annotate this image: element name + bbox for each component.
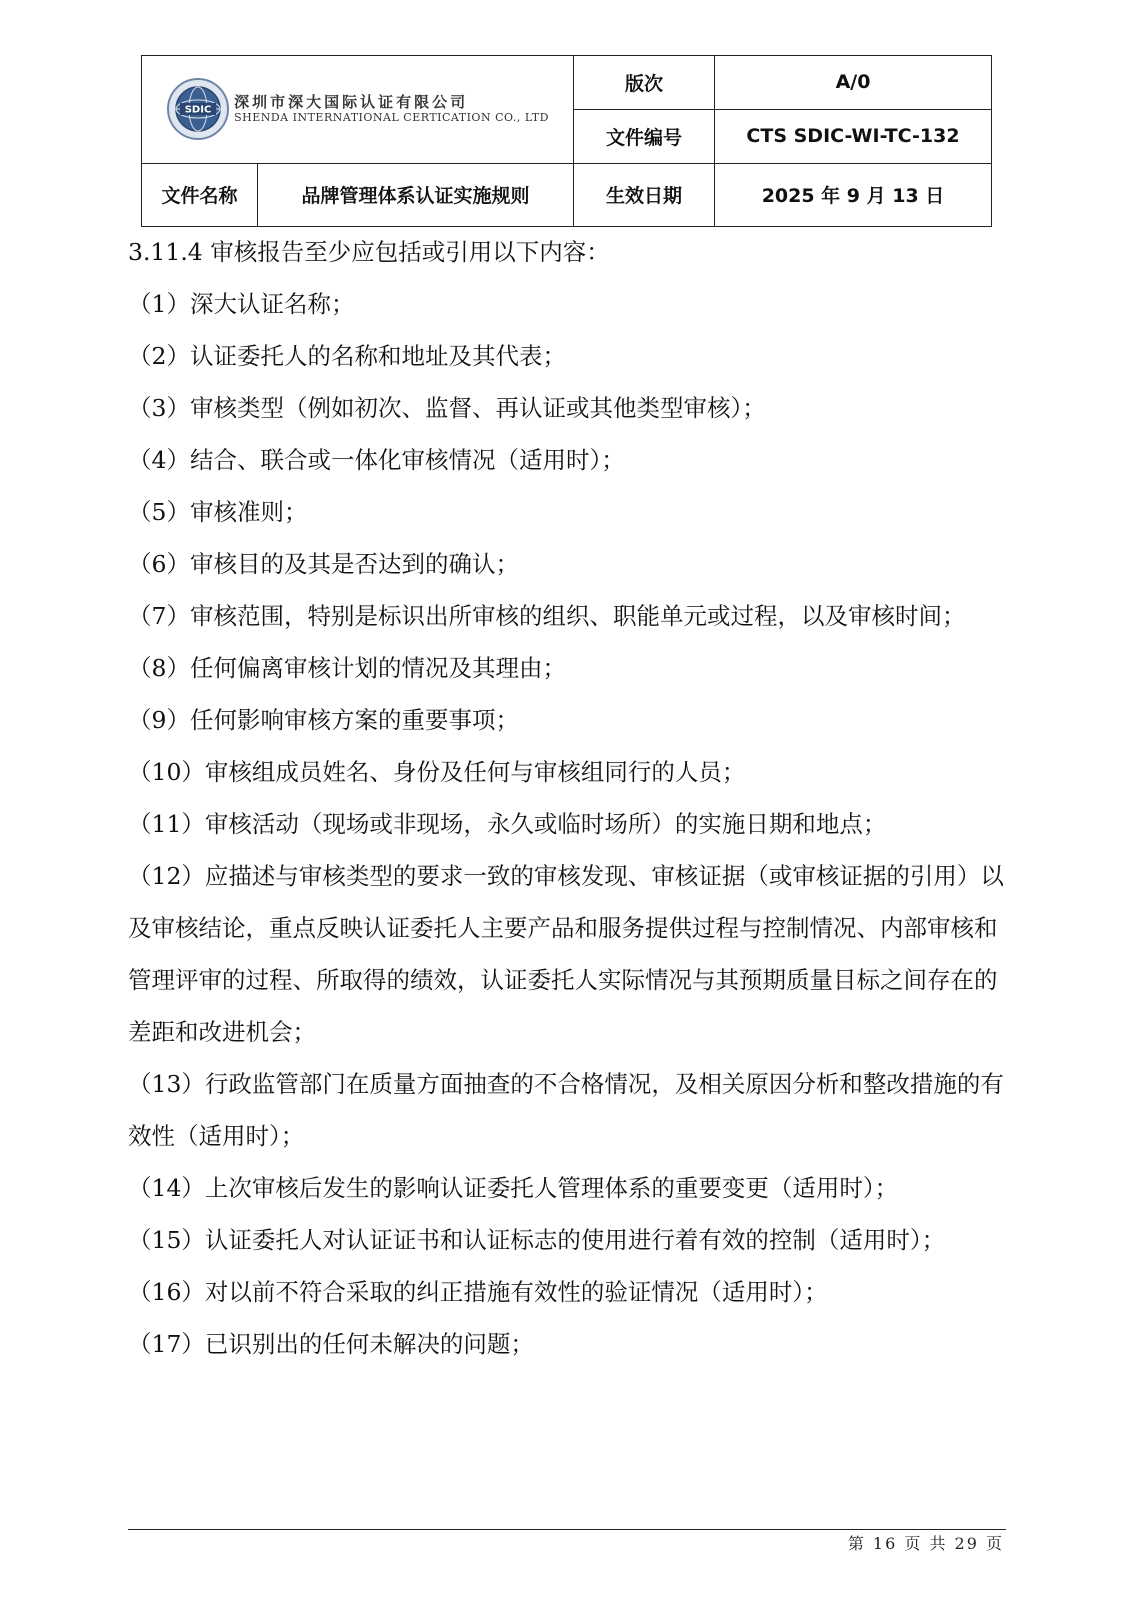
list-item: （12）应描述与审核类型的要求一致的审核发现、审核证据（或审核证据的引用）以及审核结论，重点反映认证委托人主要产品和服务提供过程与控制情况、内部审核和管理评审的过程、所取得的绩效，认证委托人实际情况与其预期质量目标之间存在的差距和改进机会；: [128, 862, 1004, 1046]
list-item: （1）深大认证名称；: [128, 290, 355, 318]
company-name-en: SHENDA INTERNATIONAL CERTICATION CO., LTD: [234, 110, 549, 124]
list-item: （16）对以前不符合采取的纠正措施有效性的验证情况（适用时）；: [128, 1278, 828, 1306]
doc-name-label: 文件名称: [142, 163, 258, 226]
doc-name-value: 品牌管理体系认证实施规则: [258, 163, 574, 226]
document-body: [128, 226, 1008, 1370]
footer-divider: [128, 1529, 1006, 1530]
company-logo-cell: [142, 56, 574, 164]
logo-text: SDIC: [184, 104, 212, 116]
list-item: （9）任何影响审核方案的重要事项；: [128, 706, 519, 734]
version-label: 版次: [574, 56, 715, 110]
doc-number-label: 文件编号: [574, 109, 715, 163]
list-item: （11）审核活动（现场或非现场，永久或临时场所）的实施日期和地点；: [128, 810, 887, 838]
company-logo-icon: [166, 77, 230, 141]
list-item: （3）审核类型（例如初次、监督、再认证或其他类型审核）；: [128, 394, 766, 422]
list-item: （8）任何偏离审核计划的情况及其理由；: [128, 654, 566, 682]
effective-date-value: 2025 年 9 月 13 日: [715, 163, 992, 226]
company-name-cn: 深圳市深大国际认证有限公司: [234, 93, 469, 112]
document-header-table: [141, 55, 992, 227]
doc-number-value: CTS SDIC-WI-TC-132: [715, 109, 992, 163]
list-item: （2）认证委托人的名称和地址及其代表；: [128, 342, 566, 370]
list-item: （17）已识别出的任何未解决的问题；: [128, 1330, 534, 1358]
page-number: 第 16 页 共 29 页: [847, 1534, 1004, 1553]
effective-date-label: 生效日期: [574, 163, 715, 226]
list-item: （14）上次审核后发生的影响认证委托人管理体系的重要变更（适用时）；: [128, 1174, 899, 1202]
version-value: A/0: [715, 56, 992, 110]
section-heading: 3.11.4 审核报告至少应包括或引用以下内容：: [128, 238, 610, 266]
list-item: （7）审核范围，特别是标识出所审核的组织、职能单元或过程，以及审核时间；: [128, 602, 966, 630]
list-item: （10）审核组成员姓名、身份及任何与审核组同行的人员；: [128, 758, 746, 786]
list-item: （4）结合、联合或一体化审核情况（适用时）；: [128, 446, 625, 474]
list-item: （5）审核准则；: [128, 498, 308, 526]
list-item: （13）行政监管部门在质量方面抽查的不合格情况，及相关原因分析和整改措施的有效性（适用时）；: [128, 1070, 1004, 1150]
list-item: （15）认证委托人对认证证书和认证标志的使用进行着有效的控制（适用时）；: [128, 1226, 946, 1254]
list-item: （6）审核目的及其是否达到的确认；: [128, 550, 519, 578]
